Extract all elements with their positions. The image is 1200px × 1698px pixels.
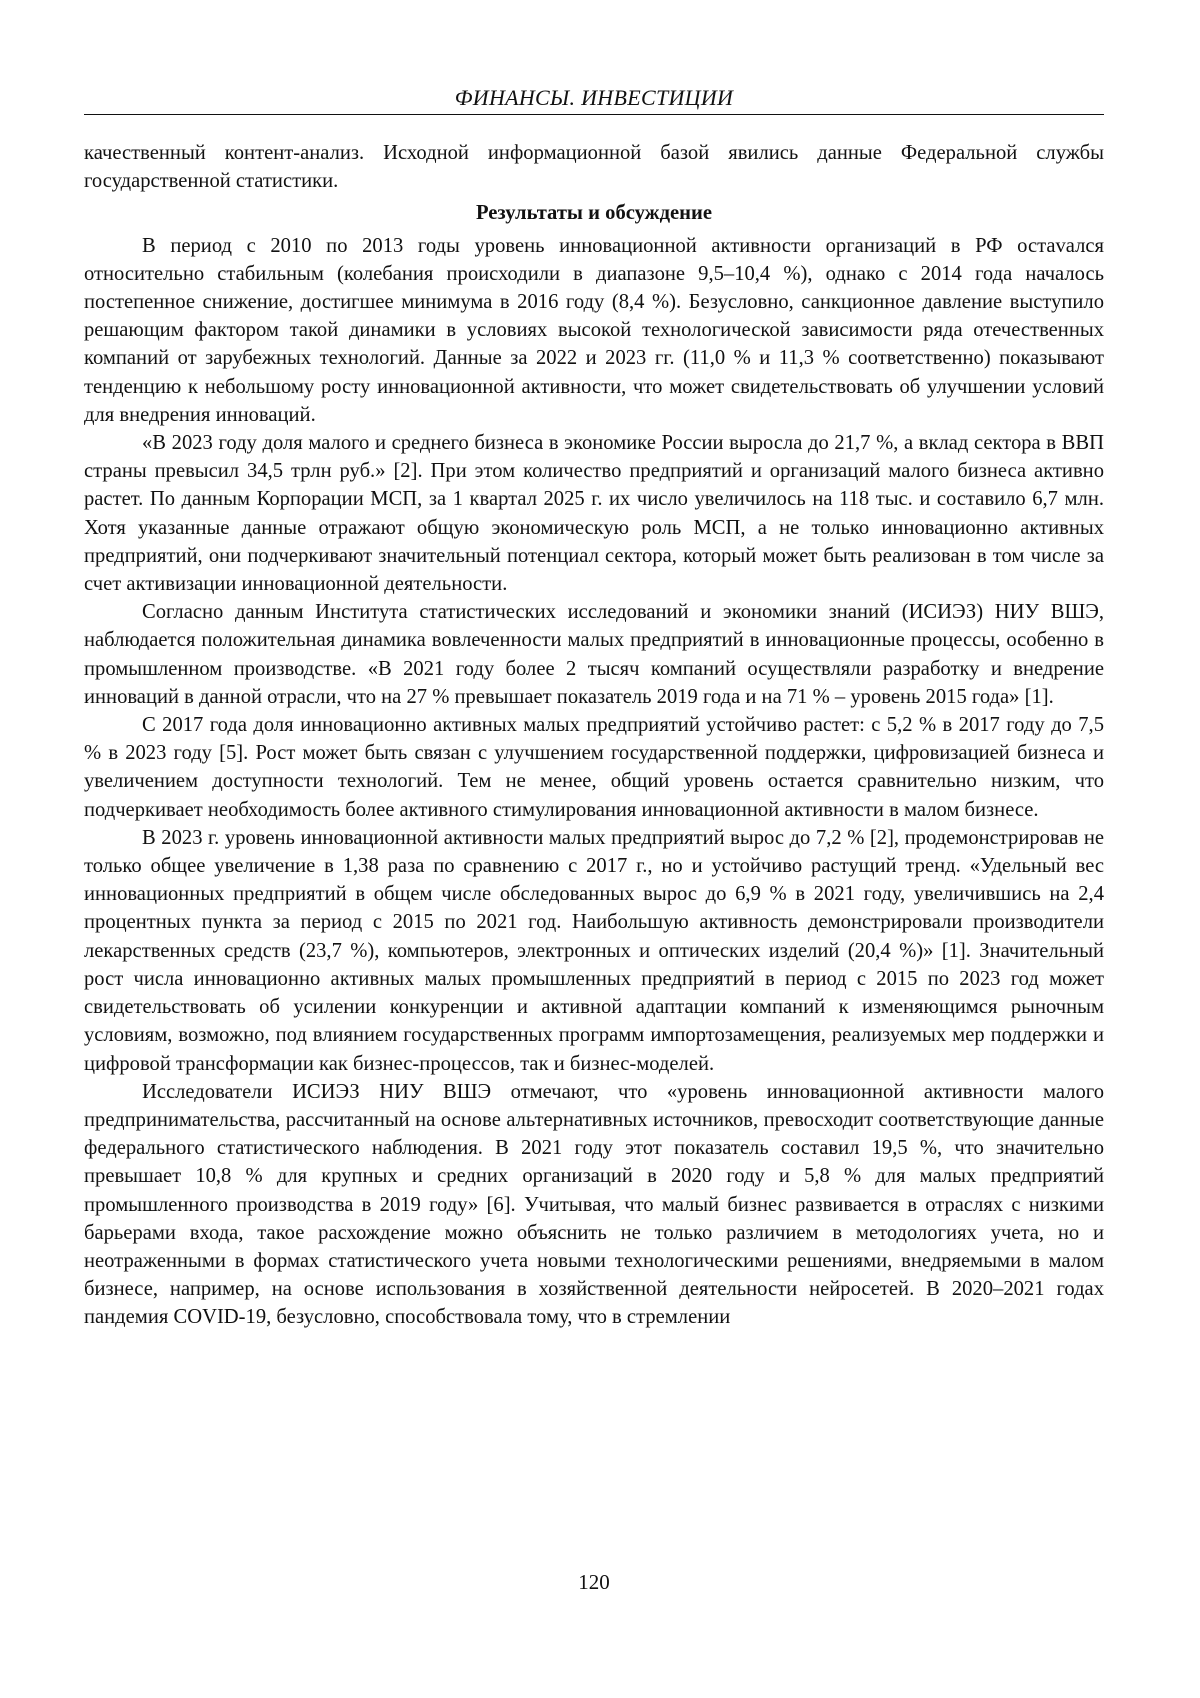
paragraph-6: Исследователи ИСИЭЗ НИУ ВШЭ отмечают, что «уровень инновационной активности малого предпринимательства, рассчитанный на основе альтернативных источников, превосходит соответствующие данные федерального статистического наблюдения. В 2021 году этот показатель составил 19,5 %, что значительно превышает 10,8 % для крупных и средних организаций в 2020 году и 5,8 % для малых предприятий промышленного производства в 2019 году» [6]. Учитывая, что малый бизнес развивается в отраслях с низкими барьерами входа, такое расхождение можно объяснить не только различием в методологиях учета, но и неотраженными в формах статистического учета новыми технологическими решениями, внедряемыми в малом бизнесе, например, на основе использования в хозяйственной деятельности нейросетей. В 2020–2021 годах пандемия COVID-19, безусловно, способствовала тому, что в стремлении bbox=[84, 1080, 1104, 1329]
paragraph-1: В период с 2010 по 2013 годы уровень инновационной активности организаций в РФ остаvался относительно стабильным (колебания происходили в диапазоне 9,5–10,4 %), однако с 2014 года началось постепенное снижение, достигшее минимума в 2016 году (8,4 %). Безусловно, санкционное давление выступило решающим фактором такой динамики в условиях высокой технологической зависимости ряда отечественных компаний от зарубежных технологий. Данные за 2022 и 2023 гг. (11,0 % и 11,3 % соответственно) показывают тенденцию к небольшому росту инновационной активности, что может свидетельствовать об улучшении условий для внедрения инноваций. bbox=[84, 234, 1104, 426]
paragraph-4: С 2017 года доля инновационно активных малых предприятий устойчиво растет: с 5,2 % в 2017 году до 7,5 % в 2023 году [5]. Рост может быть связан с улучшением государственной поддержки, цифровизацией бизнеса и увеличением доступности технологий. Тем не менее, общий уровень остается сравнительно низким, что подчеркивает необходимость более активного стимулирования инновационной активности в малом бизнесе. bbox=[84, 714, 1104, 821]
running-header: ФИНАНСЫ. ИНВЕСТИЦИИ bbox=[454, 85, 734, 110]
continued-paragraph: качественный контент-анализ. Исходной информационной базой явились данные Федеральной службы государственной статистики. bbox=[84, 142, 1104, 193]
article-body bbox=[84, 139, 1104, 1332]
paragraph-5: В 2023 г. уровень инновационной активности малых предприятий вырос до 7,2 % [2], продемонстрировав не только общее увеличение в 1,38 раза по сравнению с 2017 г., но и устойчиво растущий тренд. «Удельный вес инновационных предприятий в общем числе обследованных вырос до 6,9 % в 2021 году, увеличившись на 2,4 процентных пункта за период с 2015 по 2021 год. Наибольшую активность демонстрировали производители лекарственных средств (23,7 %), компьютеров, электронных и оптических изделий (20,4 %)» [1]. Значительный рост числа инновационно активных малых промышленных предприятий в период с 2015 по 2023 год может свидетельствовать об усилении конкуренции и активной адаптации компаний к изменяющимся рыночным условиям, возможно, под влиянием государственных программ импортозамещения, реализуемых мер поддержки и цифровой трансформации как бизнес-процессов, так и бизнес-моделей. bbox=[84, 826, 1104, 1075]
paragraph-3: Согласно данным Института статистических исследований и экономики знаний (ИСИЭЗ) НИУ ВШЭ, наблюдается положительная динамика вовлеченности малых предприятий в инновационные процессы, особенно в промышленном производстве. «В 2021 году более 2 тысяч компаний осуществляли разработку и внедрение инноваций в данной отрасли, что на 27 % превышает показатель 2019 года и на 71 % – уровень 2015 года» [1]. bbox=[84, 601, 1104, 708]
page-number: 120 bbox=[578, 1570, 610, 1594]
paragraph-2: «В 2023 году доля малого и среднего бизнеса в экономике России выросла до 21,7 %, а вклад сектора в ВВП страны превысил 34,5 трлн руб.» [2]. При этом количество предприятий и организаций малого бизнеса активно растет. По данным Корпорации МСП, за 1 квартал 2025 г. их число увеличилось на 118 тыс. и составило 6,7 млн. Хотя указанные данные отражают общую экономическую роль МСП, а не только инновационно активных предприятий, они подчеркивают значительный потенциал сектора, который может быть реализован в том числе за счет активизации инновационной деятельности. bbox=[84, 432, 1104, 596]
header-divider bbox=[84, 114, 1104, 115]
section-heading: Результаты и обсуждение bbox=[475, 202, 713, 225]
